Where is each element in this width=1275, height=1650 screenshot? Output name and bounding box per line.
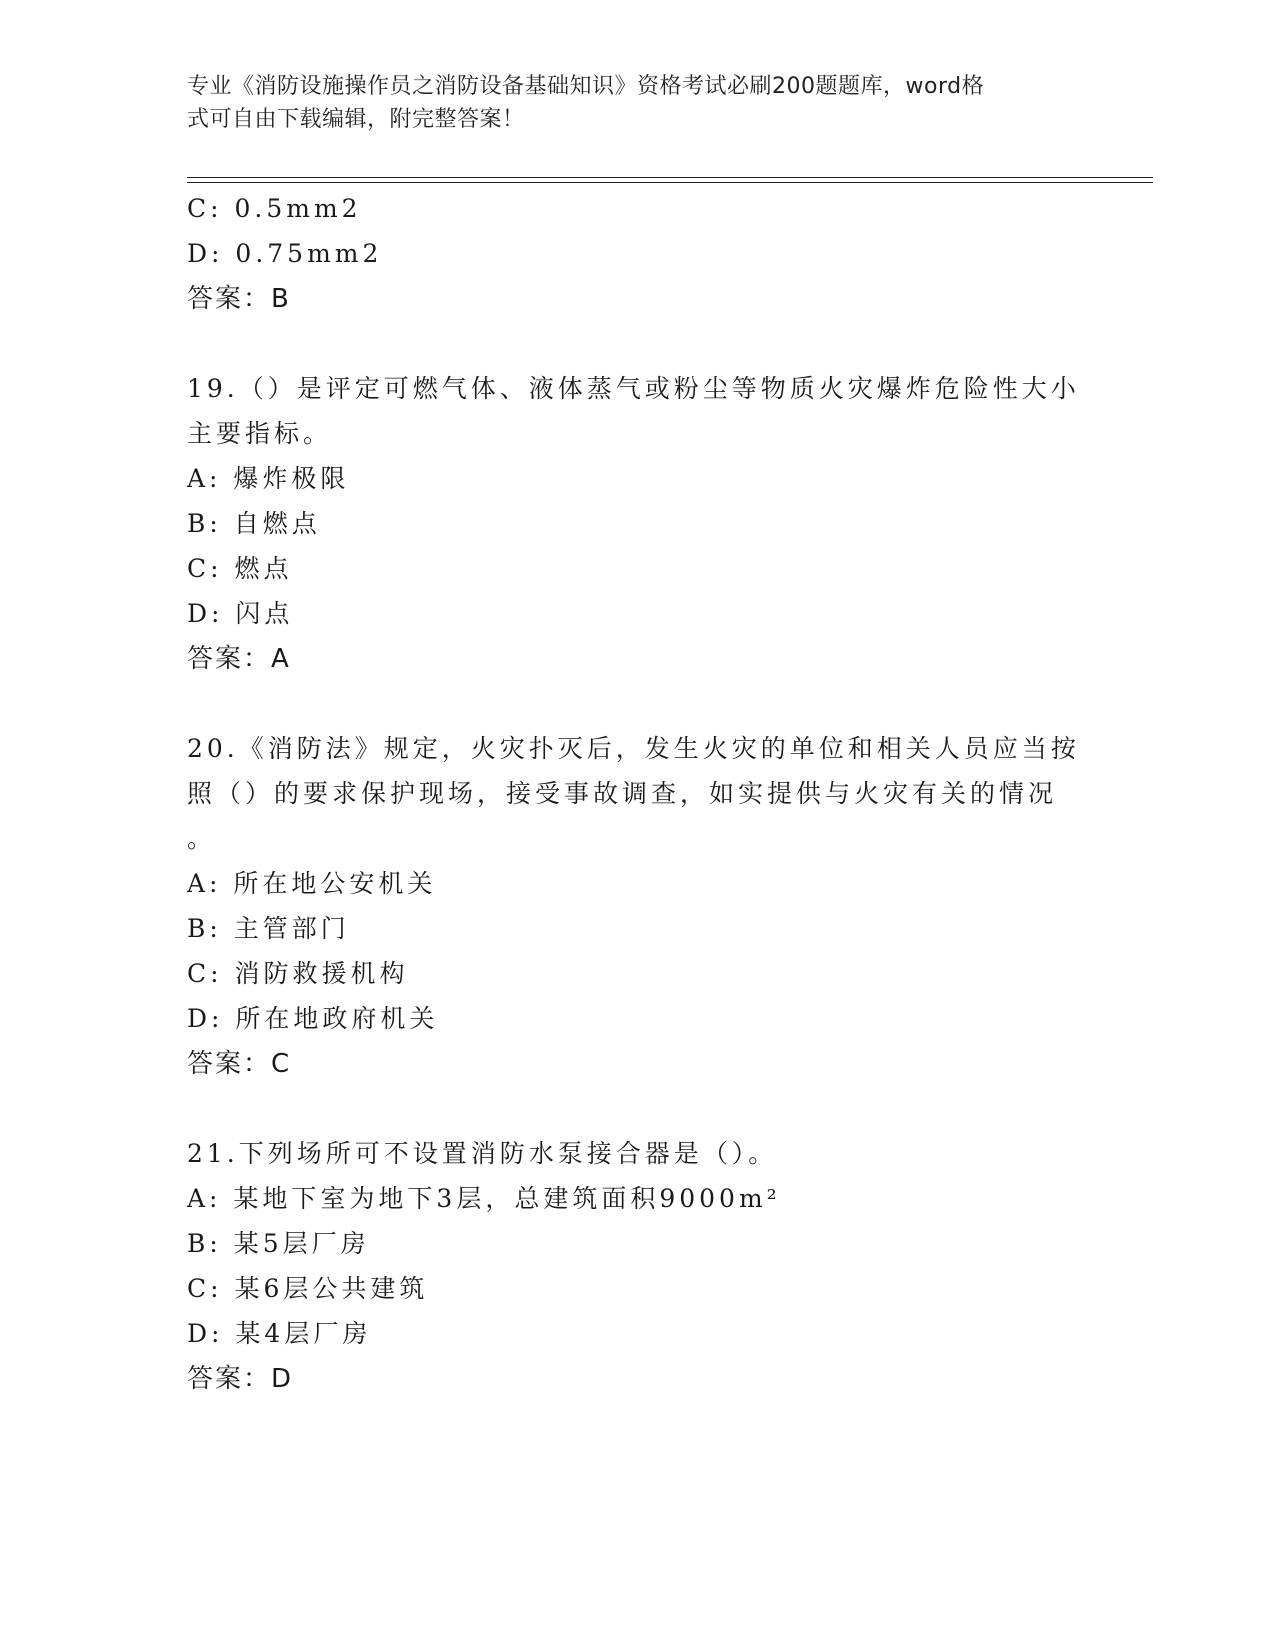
option-b: B: 主管部门 [187,914,350,943]
answer-label: 答案：B [187,284,291,314]
header-line: 式可自由下载编辑，附完整答案！ [187,107,525,132]
question-stem: 21.下列场所可不设置消防水泵接合器是（）。 [187,1139,778,1168]
option-a: A: 爆炸极限 [187,464,350,493]
answer-label: 答案：D [187,1364,294,1394]
answer-label: 答案：C [187,1049,292,1079]
header-line: 专业《消防设施操作员之消防设备基础知识》资格考试必刷200题题库，word格 [187,74,985,99]
header-divider [187,177,1153,178]
option-d: D: 所在地政府机关 [187,1004,439,1033]
option-d: D: 闪点 [187,599,294,628]
question-stem: 19.（）是评定可燃气体、液体蒸气或粉尘等物质火灾爆炸危险性大小 [187,374,1080,403]
option-c: C: 0.5mm2 [187,194,362,223]
option-c: C: 某6层公共建筑 [187,1274,429,1303]
option-b: B: 自燃点 [187,509,321,538]
question-stem: 照（）的要求保护现场，接受事故调查，如实提供与火灾有关的情况 [187,779,1058,808]
option-c: C: 消防救援机构 [187,959,409,988]
option-d: D: 0.75mm2 [187,239,383,268]
question-stem: 主要指标。 [187,419,333,448]
option-b: B: 某5层厂房 [187,1229,370,1258]
answer-label: 答案：A [187,644,291,674]
option-c: C: 燃点 [187,554,293,583]
option-a: A: 某地下室为地下3层，总建筑面积9000m² [187,1184,781,1213]
question-stem: 20.《消防法》规定，火灾扑灭后，发生火灾的单位和相关人员应当按 [187,734,1080,763]
option-d: D: 某4层厂房 [187,1319,372,1348]
header-divider [187,182,1153,183]
question-stem: 。 [187,824,217,853]
document-header [187,70,1067,136]
option-a: A: 所在地公安机关 [187,869,437,898]
